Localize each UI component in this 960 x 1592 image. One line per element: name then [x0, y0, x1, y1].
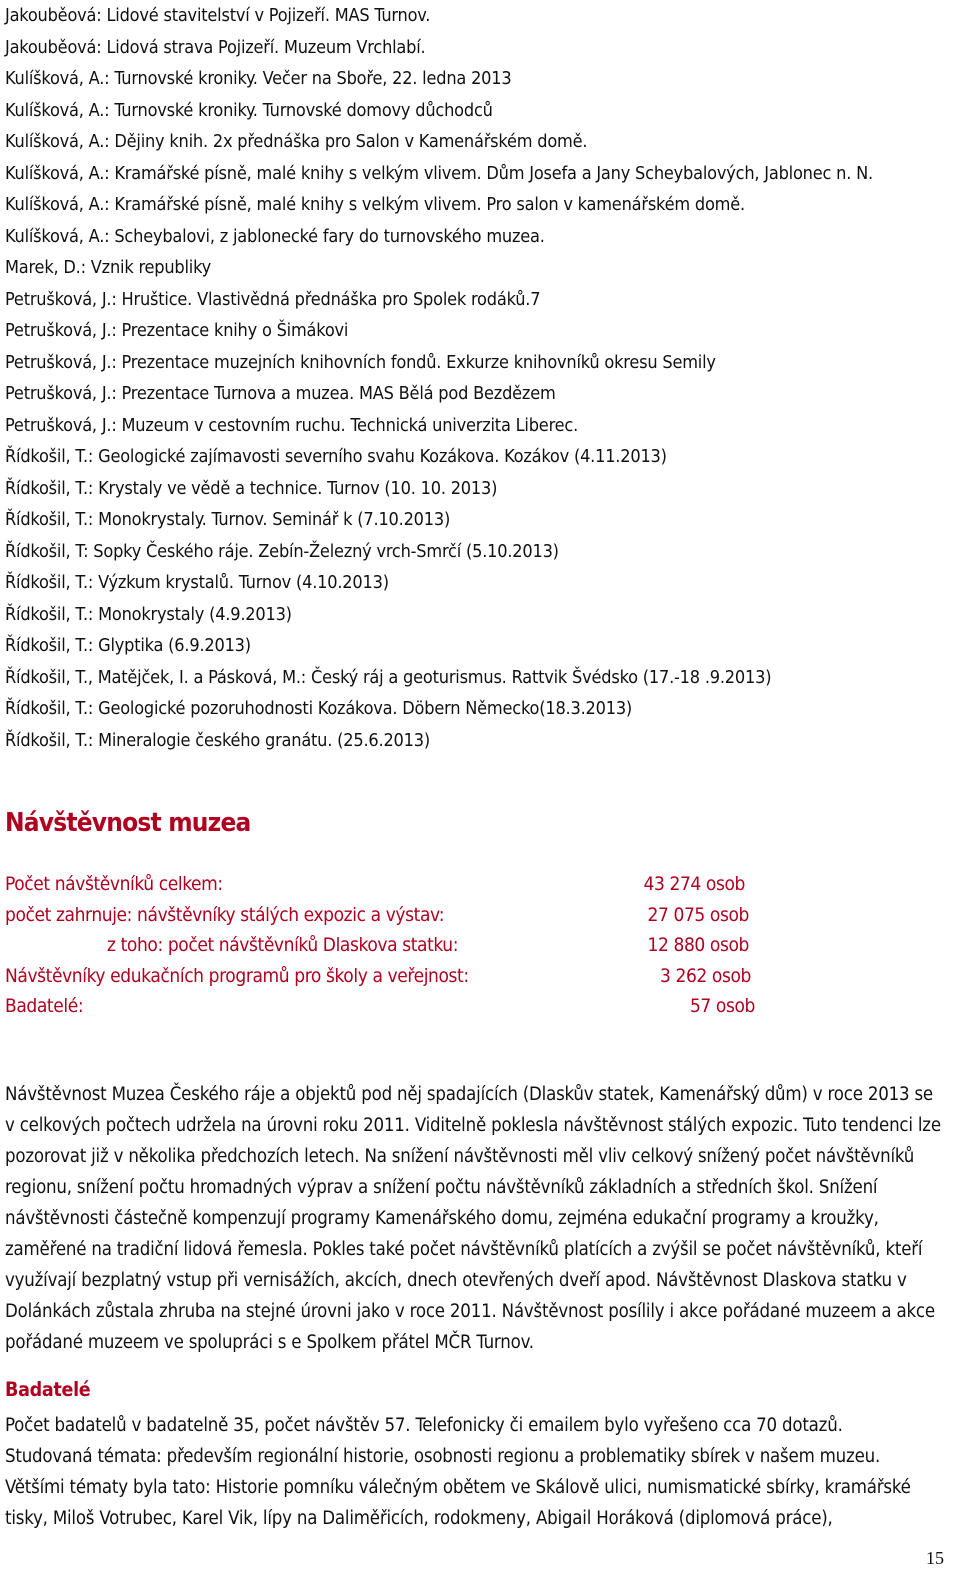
researchers-line: Studovaná témata: především regionální historie, osobnosti regionu a problematiky sbírek v našem muzeu. [5, 1446, 881, 1467]
lecture-item: Petrušková, J.: Prezentace muzejních knihovních fondů. Exkurze knihovníků okresu Semily [5, 351, 716, 373]
researchers-heading: Badatelé [5, 1378, 91, 1401]
lecture-item: Petrušková, J.: Prezentace Turnova a muzea. MAS Bělá pod Bezdězem [5, 383, 556, 404]
researchers-line: Počet badatelů v badatelně 35, počet návštěv 57. Telefonicky či emailem bylo vyřešeno cca 70 dotazů. [5, 1415, 843, 1436]
stat-label: Návštěvníky edukačních programů pro školy a veřejnost: [5, 964, 469, 987]
lecture-item: Marek, D.: Vznik republiky [5, 257, 212, 278]
stat-row-dlask [5, 930, 765, 961]
stat-label: Badatelé: [5, 995, 84, 1017]
lecture-item: Řídkošil, T., Matějček, I. a Pásková, M.: Český ráj a geoturismus. Rattvik Švédsko (17.-18 .9.2013) [5, 666, 772, 688]
lecture-item: Petrušková, J.: Muzeum v cestovním ruchu. Technická univerzita Liberec. [5, 414, 579, 436]
stat-value: 43 274 osob [643, 873, 745, 895]
stat-label: Počet návštěvníků celkem: [5, 873, 223, 895]
visit-stats [5, 869, 765, 1022]
stat-label: z toho: počet návštěvníků Dlaskova statku: [107, 934, 459, 956]
stat-label: počet zahrnuje: návštěvníky stálých expozic a výstav: [5, 903, 445, 926]
lecture-item: Petrušková, J.: Prezentace knihy o Šimákovi [5, 320, 349, 341]
visits-paragraph: Návštěvnost Muzea Českého ráje a objektů pod něj spadajících (Dlaskův statek, Kamenářský dům) v roce 2013 se v celkových počtech udržela na úrovni roku 2011. Viditelně poklesla návštěvnost stálých expozic. Tuto tendenci lze pozorovat již v několika předchozích letech. Na snížení návštěvnosti měl vliv celkový snížený počet návštěvníků regionu, snížení počtu hromadných výprav a snížení počtu návštěvníků základních a středních škol. Snížení návštěvnosti částečně kompenzují programy Kamenářského domu, zejména edukační programy a kroužky, zaměřené na tradiční lidová řemesla. Pokles také počet návštěvníků platících a zvýšil se počet návštěvníků, kteří využívají bezplatný vstup při vernisážích, akcích, dnech otevřených dveří apod. Návštěvnost Dlaskova statku v Dolánkách zůstala zhruba na stejné úrovni jako v roce 2011. Návštěvnost posílily i akce pořádané muzeem a akce pořádané muzeem ve spolupráci s e Spolkem přátel MČR Turnov. [5, 1084, 941, 1353]
lecture-item: Řídkošil, T.: Monokrystaly (4.9.2013) [5, 603, 292, 625]
stat-value: 3 262 osob [659, 964, 751, 987]
lecture-item: Řídkošil, T.: Geologické pozoruhodnosti Kozákova. Döbern Německo(18.3.2013) [5, 698, 633, 719]
stat-row-researchers [5, 991, 765, 1022]
stat-value: 27 075 osob [647, 903, 749, 926]
lecture-list [5, 0, 945, 756]
visits-heading: Návštěvnost muzea [5, 808, 251, 838]
stat-value: 57 osob [689, 995, 755, 1017]
lecture-item: Kulíšková, A.: Dějiny knih. 2x přednáška pro Salon v Kamenářském domě. [5, 131, 588, 152]
stat-row-exhibitions [5, 900, 765, 931]
stat-row-total [5, 869, 765, 900]
stat-row-education [5, 961, 765, 992]
researchers-line: Většími tématy byla tato: Historie pomníku válečným obětem ve Skálově ulici, numismatické sbírky, kramářské tisky, Miloš Votrubec, Karel Vik, lípy na Daliměřicích, rodokmeny, Abigail Horáková (diplomová práce), [5, 1477, 911, 1529]
page-number: 15 [926, 1548, 944, 1568]
lecture-item: Kulíšková, A.: Kramářské písně, malé knihy s velkým vlivem. Dům Josefa a Jany Scheybalových, Jablonec n. N. [5, 162, 873, 184]
lecture-item: Řídkošil, T.: Výzkum krystalů. Turnov (4.10.2013) [5, 572, 389, 593]
lecture-item: Kulíšková, A.: Scheybalovi, z jablonecké fary do turnovského muzea. [5, 225, 545, 247]
lecture-item: Řídkošil, T: Sopky Českého ráje. Zebín-Železný vrch-Smrčí (5.10.2013) [5, 540, 559, 562]
lecture-item: Jakouběová: Lidové stavitelství v Pojizeří. MAS Turnov. [5, 5, 431, 26]
lecture-item: Petrušková, J.: Hruštice. Vlastivědná přednáška pro Spolek rodáků.7 [5, 288, 541, 310]
lecture-item: Řídkošil, T.: Glyptika (6.9.2013) [5, 635, 251, 656]
lecture-item: Řídkošil, T.: Geologické zajímavosti severního svahu Kozákova. Kozákov (4.11.2013) [5, 446, 667, 467]
lecture-item: Kulíšková, A.: Turnovské kroniky. Turnovské domovy důchodců [5, 99, 493, 121]
lecture-item: Kulíšková, A.: Kramářské písně, malé knihy s velkým vlivem. Pro salon v kamenářském domě. [5, 194, 745, 215]
researchers-text [5, 1410, 947, 1534]
lecture-item: Řídkošil, T.: Monokrystaly. Turnov. Seminář k (7.10.2013) [5, 509, 451, 530]
lecture-item: Kulíšková, A.: Turnovské kroniky. Večer na Sboře, 22. ledna 2013 [5, 68, 512, 89]
lecture-item: Řídkošil, T.: Krystaly ve vědě a technice. Turnov (10. 10. 2013) [5, 477, 498, 499]
stat-value: 12 880 osob [647, 934, 749, 956]
lecture-item: Řídkošil, T.: Mineralogie českého granátu. (25.6.2013) [5, 729, 430, 751]
lecture-item: Jakouběová: Lidová strava Pojizeří. Muzeum Vrchlabí. [5, 36, 426, 58]
